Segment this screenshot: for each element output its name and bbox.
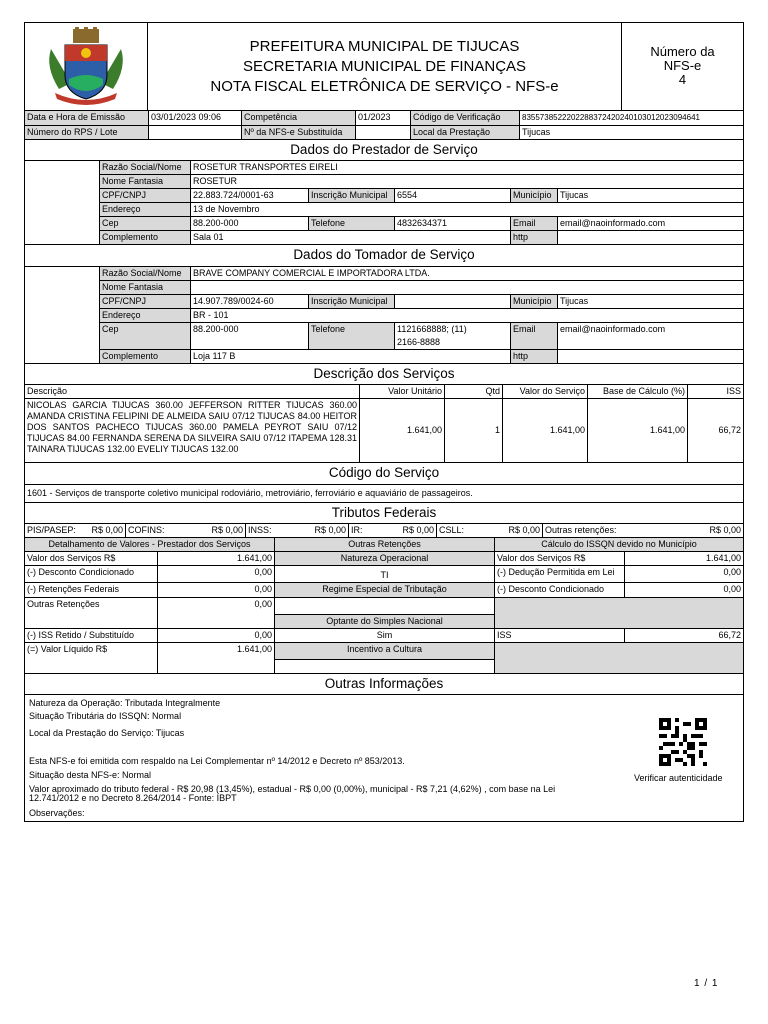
servico-base: 1.641,00 — [588, 399, 688, 463]
csll-label: CSLL: — [437, 523, 477, 537]
local-value: Tijucas — [520, 125, 744, 139]
tomador-telefone-value — [395, 322, 511, 349]
tomador-section — [24, 245, 744, 364]
liquido-label: (=) Valor Líquido R$ — [25, 643, 158, 674]
calc-iss-value: 66,72 — [625, 629, 744, 643]
liquido-value: 1.641,00 — [158, 643, 275, 674]
tomador-email-label: Email — [511, 322, 558, 349]
simples-label: Optante do Simples Nacional — [275, 615, 495, 629]
calc-blank — [495, 598, 744, 629]
tomador-telefone-label: Telefone — [309, 322, 395, 349]
municipal-coat-of-arms — [25, 23, 148, 110]
regime-label: Regime Especial de Tributação — [275, 583, 495, 598]
numero-label: Número da — [650, 44, 715, 59]
competencia-label: Competência — [242, 111, 356, 125]
servico-iss: 66,72 — [688, 399, 744, 463]
ir-value: R$ 0,00 — [379, 523, 437, 537]
calc-blank-2 — [495, 643, 744, 674]
tomador-municipio-value: Tijucas — [558, 294, 744, 308]
inss-label: INSS: — [246, 523, 291, 537]
calc-desconto-label: (-) Desconto Condicionado — [495, 583, 625, 598]
prestador-complemento-value: Sala 01 — [191, 231, 511, 245]
secretaria-title: SECRETARIA MUNICIPAL DE FINANÇAS — [242, 58, 527, 75]
col-iss: ISS — [688, 385, 744, 399]
calc-desconto-value: 0,00 — [625, 583, 744, 598]
prestador-cnpj-value: 22.883.724/0001-63 — [191, 189, 309, 203]
outras-title: Outras Informações — [25, 674, 744, 695]
tomador-im-value — [395, 294, 511, 308]
substituida-label: Nº da NFS-e Substituída — [242, 125, 356, 139]
verificar-autenticidade-link[interactable]: Verificar autenticidade — [634, 773, 723, 783]
document-header — [24, 22, 744, 111]
prestador-razao-label: Razão Social/Nome — [100, 161, 191, 175]
situacao-nfse: Situação desta NFS-e: Normal — [29, 770, 152, 780]
outras-section — [24, 674, 744, 695]
vs-label: Valor dos Serviços R$ — [25, 552, 158, 566]
prestador-logo-cell — [25, 161, 100, 245]
local-prestacao: Local da Prestação do Serviço: Tijucas — [29, 728, 185, 738]
servicos-title: Descrição dos Serviços — [25, 364, 744, 385]
pis-label: PIS/PASEP: — [25, 523, 82, 537]
prestador-im-label: Inscrição Municipal — [309, 189, 395, 203]
tomador-http-value — [558, 349, 744, 363]
outras-retencoes-header: Outras Retenções — [275, 538, 495, 552]
calc-vs-label: Valor dos Serviços R$ — [495, 552, 625, 566]
respaldo-legal: Esta NFS-e foi emitida com respaldo na Lei Complementar nº 14/2012 e Decreto nº 853/2013. — [29, 756, 405, 766]
pis-value: R$ 0,00 — [82, 523, 126, 537]
observacoes: Observações: — [29, 808, 85, 818]
tomador-im-label: Inscrição Municipal — [309, 294, 395, 308]
prestador-http-value — [558, 231, 744, 245]
tomador-cnpj-label: CPF/CNPJ — [100, 294, 191, 308]
iss-retido-label: (-) ISS Retido / Substituído — [25, 629, 158, 643]
emissao-label: Data e Hora de Emissão — [25, 111, 149, 125]
prestador-email-value: email@naoinformado.com — [558, 217, 744, 231]
nfse-document — [24, 22, 744, 822]
cofins-value: R$ 0,00 — [186, 523, 246, 537]
dc-label: (-) Desconto Condicionado — [25, 566, 158, 583]
verificacao-value: 835573852220228837242024010301202309464​1 — [520, 111, 744, 125]
tomador-cep-value: 88.200-000 — [191, 322, 309, 349]
rf-value: 0,00 — [158, 583, 275, 598]
calc-iss-label: ISS — [495, 629, 625, 643]
meta-table — [24, 111, 744, 140]
calc-deducao-label: (-) Dedução Permitida em Lei — [495, 566, 625, 583]
ir-label: IR: — [349, 523, 379, 537]
prestador-cep-value: 88.200-000 — [191, 217, 309, 231]
rps-value — [149, 125, 242, 139]
local-label: Local da Prestação — [411, 125, 520, 139]
or-label: Outras Retenções — [25, 598, 158, 629]
tomador-municipio-label: Município — [511, 294, 558, 308]
calc-vs-value: 1.641,00 — [625, 552, 744, 566]
calc-deducao-value: 0,00 — [625, 566, 744, 583]
prestador-telefone-label: Telefone — [309, 217, 395, 231]
tomador-razao-value: BRAVE COMPANY COMERCIAL E IMPORTADORA LTDA. — [191, 266, 744, 280]
servico-valor: 1.641,00 — [503, 399, 588, 463]
or-value: 0,00 — [158, 598, 275, 629]
substituida-value — [356, 125, 411, 139]
prestador-email-label: Email — [511, 217, 558, 231]
natureza-operacao: Natureza da Operação: Tributada Integralmente — [29, 698, 221, 708]
tomador-endereco-value: BR - 101 — [191, 308, 744, 322]
tributos-section — [24, 503, 744, 538]
prestador-telefone-value: 4832634371 — [395, 217, 511, 231]
tomador-title: Dados do Tomador de Serviço — [25, 245, 744, 266]
document-titles — [148, 23, 622, 110]
outras-info-box — [24, 695, 744, 822]
natureza-value: TI — [275, 566, 495, 583]
tomador-telefone-line1: 1121668888; (11) — [397, 323, 467, 334]
tomador-email-value: email@naoinformado.com — [558, 322, 744, 349]
tomador-telefone-line2: 2166-8888 — [397, 336, 441, 347]
prestador-razao-value: ROSETUR TRANSPORTES EIRELI — [191, 161, 744, 175]
cofins-label: COFINS: — [126, 523, 186, 537]
tomador-blank-cell — [25, 266, 100, 363]
calculo-issqn-header: Cálculo do ISSQN devido no Município — [495, 538, 744, 552]
tributos-title: Tributos Federais — [25, 503, 744, 524]
tomador-cnpj-value: 14.907.789/0024-60 — [191, 294, 309, 308]
simples-value: Sim — [275, 629, 495, 643]
col-base: Base de Cálculo (%) — [588, 385, 688, 399]
vs-value: 1.641,00 — [158, 552, 275, 566]
codigo-section — [24, 463, 744, 503]
incentivo-label: Incentivo a Cultura — [275, 643, 495, 660]
prestador-title: Dados do Prestador de Serviço — [25, 140, 744, 161]
detalhamento-header: Detalhamento de Valores - Prestador dos Serviços — [25, 538, 275, 552]
page-number: 1 / 1 — [694, 978, 719, 989]
outras-retencoes-label: Outras retenções: — [543, 523, 625, 537]
prestador-cnpj-label: CPF/CNPJ — [100, 189, 191, 203]
tomador-fantasia-value — [191, 280, 744, 294]
prestador-cep-label: Cep — [100, 217, 191, 231]
prestador-municipio-value: Tijucas — [558, 189, 744, 203]
valores-section — [24, 538, 744, 675]
prestador-fantasia-value: ROSETUR — [191, 175, 744, 189]
tomador-cep-label: Cep — [100, 322, 191, 349]
outras-retencoes-value: R$ 0,00 — [625, 523, 744, 537]
prestador-im-value: 6554 — [395, 189, 511, 203]
natureza-label: Natureza Operacional — [275, 552, 495, 566]
codigo-title: Código do Serviço — [25, 463, 744, 484]
col-unitario: Valor Unitário — [360, 385, 445, 399]
rf-label: (-) Retenções Federais — [25, 583, 158, 598]
competencia-value: 01/2023 — [356, 111, 411, 125]
prestador-fantasia-label: Nome Fantasia — [100, 175, 191, 189]
tomador-razao-label: Razão Social/Nome — [100, 266, 191, 280]
valor-aproximado-line2: 12.741/2012 e no Decreto 8.264/2014 - Fonte: IBPT — [29, 793, 237, 803]
csll-value: R$ 0,00 — [477, 523, 543, 537]
inss-value: R$ 0,00 — [291, 523, 349, 537]
valor-aproximado-line1: Valor aproximado do tributo federal - R$ 20,98 (13,45%), estadual - R$ 0,00 (0,00%), municipal - R$ 7,21 (4,62%) , com base na Lei — [29, 784, 556, 794]
tomador-http-label: http — [511, 349, 558, 363]
prefeitura-title: PREFEITURA MUNICIPAL DE TIJUCAS — [249, 38, 520, 55]
tomador-complemento-value: Loja 117 B — [191, 349, 511, 363]
col-valor: Valor do Serviço — [503, 385, 588, 399]
tomador-endereco-label: Endereço — [100, 308, 191, 322]
rps-label: Número do RPS / Lote — [25, 125, 149, 139]
col-qtd: Qtd — [445, 385, 503, 399]
servicos-section — [24, 364, 744, 464]
servico-descricao: NICOLAS GARCIA TIJUCAS 360.00 JEFFERSON RITTER TIJUCAS 360.00 AMANDA CRISTINA FELIPINI DE ALMEIDA SAIU 07/12 TIJUCAS 84.00 HEITOR DOS SANTOS PACHECO TIJUCAS 360.00 PAMELA PEYROT SAIU 07/12 TIJUCAS 84.00 FERNANDA SERENA DA SILVEIRA SAIU 07/12 ITAPEMA 128.31 TAINARA TIJUCAS 132.00 EVELIY TIJUCAS 132.00 — [25, 399, 360, 463]
dc-value: 0,00 — [158, 566, 275, 583]
prestador-endereco-value: 13 de Novembro — [191, 203, 744, 217]
col-descricao: Descrição — [25, 385, 360, 399]
situacao-tributaria: Situação Tributária do ISSQN: Normal — [29, 711, 182, 721]
nfse-number-box — [622, 23, 743, 110]
nfse-label: NFS-e — [663, 58, 702, 73]
qr-code[interactable] — [659, 718, 707, 768]
codigo-value: 1601 - Serviços de transporte coletivo municipal rodoviário, metroviário, ferroviário e aquaviário de passageiros. — [25, 484, 744, 502]
prestador-section — [24, 140, 744, 246]
prestador-complemento-label: Complemento — [100, 231, 191, 245]
nfse-number: 4 — [678, 72, 687, 87]
emissao-value: 03/01/2023 09:06 — [149, 111, 242, 125]
prestador-http-label: http — [511, 231, 558, 245]
nfse-title: NOTA FISCAL ELETRÔNICA DE SERVIÇO - NFS-e — [210, 78, 559, 95]
prestador-endereco-label: Endereço — [100, 203, 191, 217]
servico-qtd: 1 — [445, 399, 503, 463]
regime-value — [275, 598, 495, 615]
verificacao-label: Código de Verificação — [411, 111, 520, 125]
tomador-complemento-label: Complemento — [100, 349, 191, 363]
tomador-fantasia-label: Nome Fantasia — [100, 280, 191, 294]
incentivo-value — [275, 660, 495, 674]
iss-retido-value: 0,00 — [158, 629, 275, 643]
prestador-municipio-label: Município — [511, 189, 558, 203]
servico-unitario: 1.641,00 — [360, 399, 445, 463]
